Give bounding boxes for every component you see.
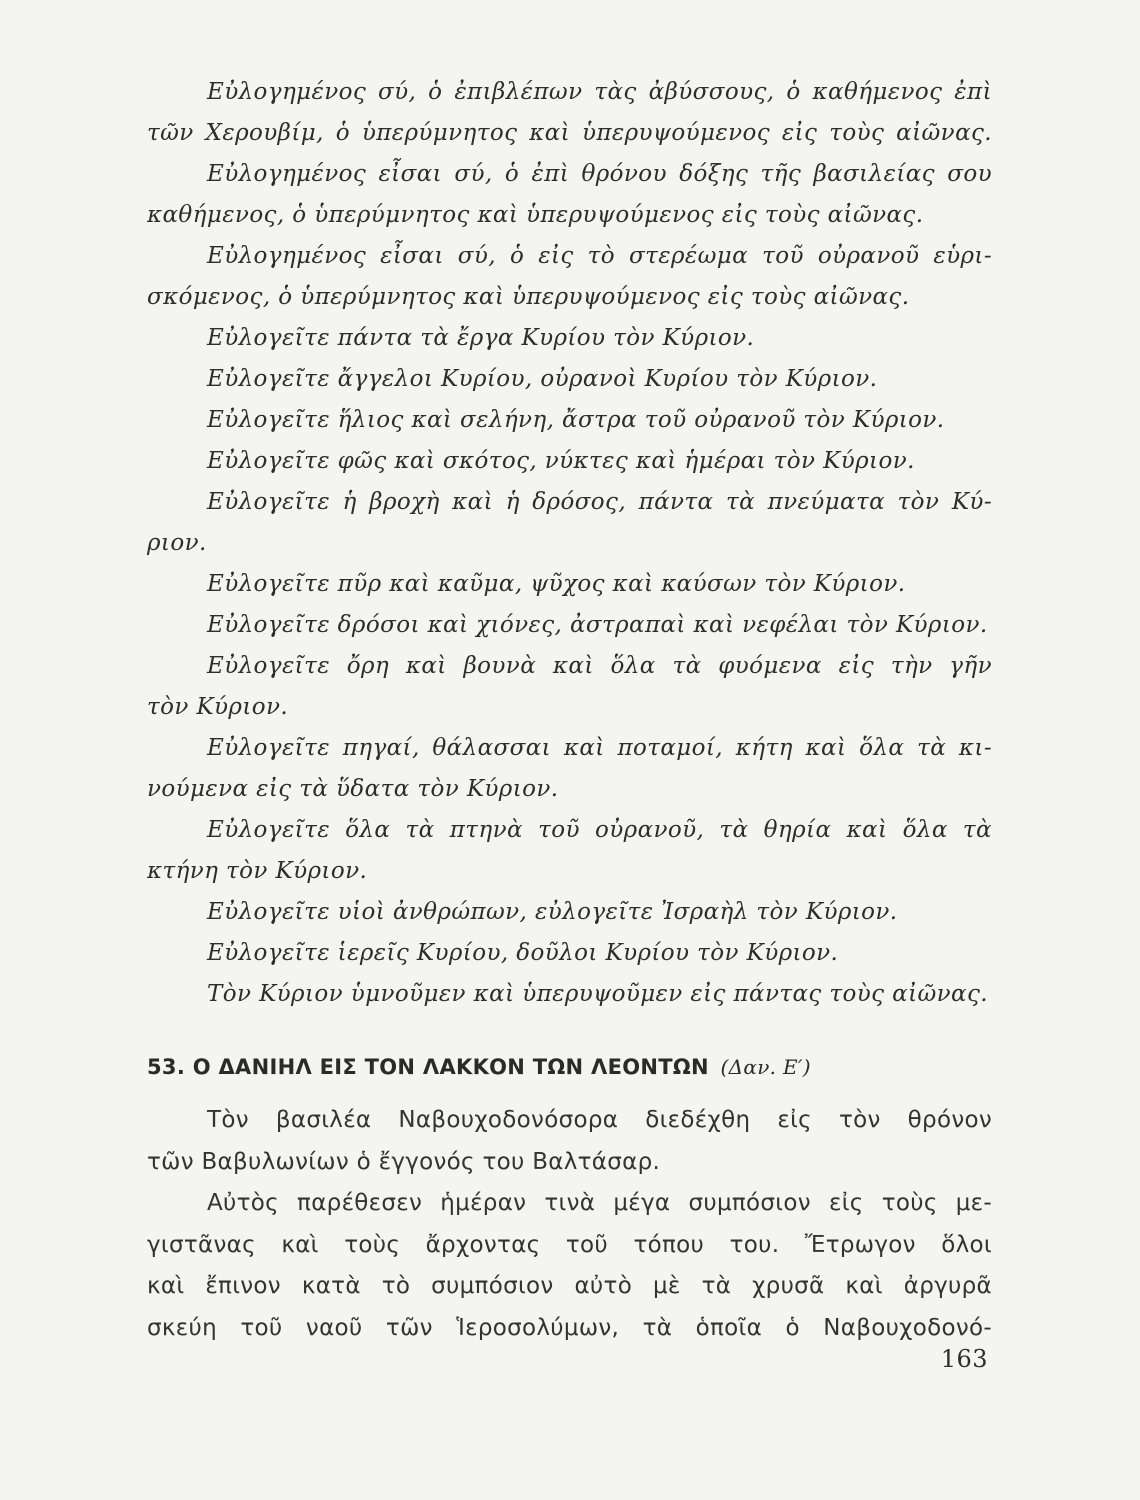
hymn-line: Εὐλογεῖτε ἡ βροχὴ καὶ ἡ δρόσος, πάντα τὰ πνεύματα τὸν Κύ- xyxy=(207,489,992,515)
prose-text xyxy=(147,1100,992,1349)
prose-line: Αὐτὸς παρέθεσεν ἡμέραν τινὰ μέγα συμπόσιον εἰς τοὺς με- xyxy=(207,1190,992,1216)
hymn-line: Εὐλογεῖτε ἱερεῖς Κυρίου, δοῦλοι Κυρίου τὸν Κύριον. xyxy=(207,940,839,966)
hymn-line: Εὐλογεῖτε ὅλα τὰ πτηνὰ τοῦ οὐρανοῦ, τὰ θηρία καὶ ὅλα τὰ xyxy=(207,817,992,843)
hymn-line: Εὐλογεῖτε ὄρη καὶ βουνὰ καὶ ὅλα τὰ φυόμενα εἰς τὴν γῆν xyxy=(207,653,992,679)
section-reference: (Δαν. Ε′) xyxy=(720,1055,811,1079)
prose-line: τῶν Βαβυλωνίων ὁ ἔγγονός του Βαλτάσαρ. xyxy=(147,1148,661,1175)
hymn-line: Εὐλογεῖτε πηγαί, θάλασσαι καὶ ποταμοί, κήτη καὶ ὅλα τὰ κι- xyxy=(207,735,992,761)
hymn-line: κτήνη τὸν Κύριον. xyxy=(147,858,368,884)
hymn-line: τὸν Κύριον. xyxy=(147,694,289,720)
hymn-line: Εὐλογεῖτε πῦρ καὶ καῦμα, ψῦχος καὶ καύσων τὸν Κύριον. xyxy=(207,571,906,597)
hymn-text xyxy=(147,72,992,1015)
hymn-line: Εὐλογεῖτε υἱοὶ ἀνθρώπων, εὐλογεῖτε Ἰσραὴλ τὸν Κύριον. xyxy=(207,899,898,925)
hymn-line: Εὐλογεῖτε πάντα τὰ ἔργα Κυρίου τὸν Κύριον. xyxy=(207,325,755,351)
prose-line: καὶ ἔπινον κατὰ τὸ συμπόσιον αὐτὸ μὲ τὰ χρυσᾶ καὶ ἀργυρᾶ xyxy=(147,1273,992,1299)
section-heading xyxy=(147,1052,992,1082)
hymn-line: Εὐλογημένος εἶσαι σύ, ὁ ἐπὶ θρόνου δόξης τῆς βασιλείας σου xyxy=(207,161,992,187)
hymn-line: Εὐλογημένος σύ, ὁ ἐπιβλέπων τὰς ἀβύσσους, ὁ καθήμενος ἐπὶ xyxy=(207,79,992,105)
hymn-line: ριον. xyxy=(147,530,207,556)
hymn-line: Εὐλογεῖτε ἥλιος καὶ σελήνη, ἄστρα τοῦ οὐρανοῦ τὸν Κύριον. xyxy=(207,407,945,433)
hymn-line: Εὐλογεῖτε ἄγγελοι Κυρίου, οὐρανοὶ Κυρίου τὸν Κύριον. xyxy=(207,366,878,392)
prose-line: Τὸν βασιλέα Ναβουχοδονόσορα διεδέχθη εἰς τὸν θρόνον xyxy=(207,1107,992,1133)
hymn-line: Εὐλογεῖτε δρόσοι καὶ χιόνες, ἀστραπαὶ καὶ νεφέλαι τὸν Κύριον. xyxy=(207,612,988,638)
prose-line: σκεύη τοῦ ναοῦ τῶν Ἱεροσολύμων, τὰ ὁποῖα ὁ Ναβουχοδονό- xyxy=(147,1314,992,1341)
hymn-line: τῶν Χερουβίμ, ὁ ὑπερύμνητος καὶ ὑπερυψούμενος εἰς τοὺς αἰῶνας. xyxy=(147,120,992,146)
hymn-line: Εὐλογεῖτε φῶς καὶ σκότος, νύκτες καὶ ἡμέραι τὸν Κύριον. xyxy=(207,448,915,474)
hymn-line: σκόμενος, ὁ ὑπερύμνητος καὶ ὑπερυψούμενος εἰς τοὺς αἰῶνας. xyxy=(147,284,910,310)
hymn-line: Εὐλογημένος εἶσαι σύ, ὁ εἰς τὸ στερέωμα τοῦ οὐρανοῦ εὑρι- xyxy=(207,243,992,269)
hymn-line: νούμενα εἰς τὰ ὕδατα τὸν Κύριον. xyxy=(147,776,559,802)
hymn-line: καθήμενος, ὁ ὑπερύμνητος καὶ ὑπερυψούμενος εἰς τοὺς αἰῶνας. xyxy=(147,202,924,228)
page-number: 163 xyxy=(940,1345,988,1373)
hymn-line: Τὸν Κύριον ὑμνοῦμεν καὶ ὑπερυψοῦμεν εἰς πάντας τοὺς αἰῶνας. xyxy=(207,981,988,1007)
prose-line: γιστᾶνας καὶ τοὺς ἄρχοντας τοῦ τόπου του. Ἔτρωγον ὅλοι xyxy=(147,1231,992,1258)
section-title: 53. Ο ΔΑΝΙΗΛ ΕΙΣ ΤΟΝ ΛΑΚΚΟΝ ΤΩΝ ΛΕΟΝΤΩΝ xyxy=(147,1055,709,1079)
